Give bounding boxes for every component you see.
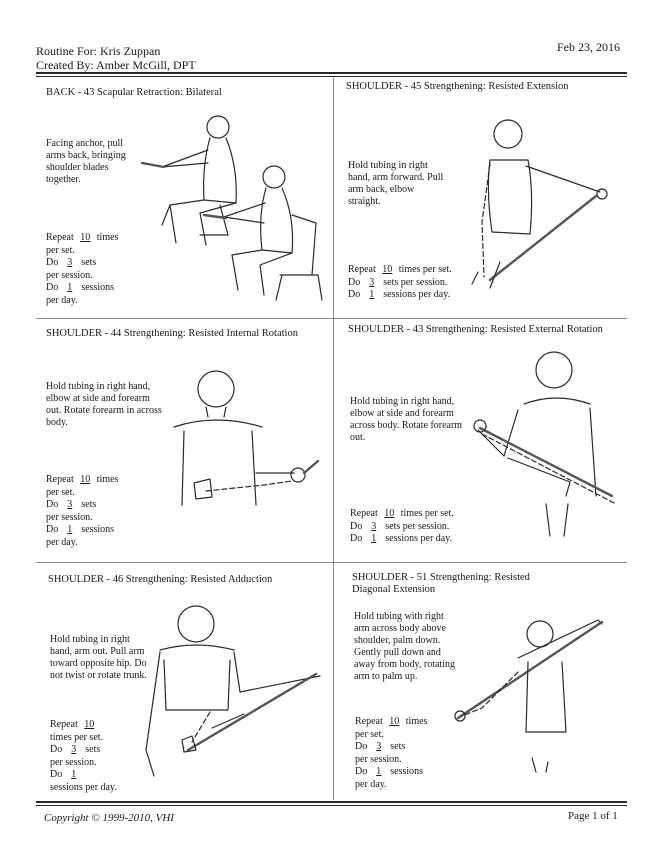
resisted-extension-illustration xyxy=(460,112,620,302)
exercise-instructions: Hold tubing in right hand, arm forward. Pull arm back, elbow straight. xyxy=(348,160,444,207)
diagonal-extension-illustration xyxy=(448,612,628,782)
repeat-count: 10 xyxy=(80,232,91,243)
repeat-count: 10 xyxy=(384,508,395,519)
exercise-instructions: Facing anchor, pull arms back, bringing shoulder blades together. xyxy=(46,138,126,185)
row-divider-2 xyxy=(36,562,627,563)
footer-rule-thin xyxy=(36,805,627,806)
exercise-title: SHOULDER - 46 Strengthening: Resisted Adduction xyxy=(48,574,273,585)
sessions-count: 1 xyxy=(376,766,382,777)
header-rule-thin xyxy=(36,76,627,77)
created-by-label: Created By: xyxy=(36,58,94,72)
exercise-title: BACK - 43 Scapular Retraction: Bilateral xyxy=(46,87,222,98)
sets-count: 3 xyxy=(371,520,377,532)
footer-rule-thick xyxy=(36,801,627,803)
creator-name: Amber McGill, DPT xyxy=(96,58,196,72)
routine-date: Feb 23, 2016 xyxy=(557,40,620,54)
exercise-instructions: Hold tubing with right arm across body above shoulder, palm down. Gently pull down and away from body, rotating arm to palm up. xyxy=(354,611,455,682)
repeat-count: 10 xyxy=(80,474,91,485)
exercise-dosage: Repeat 10 times per set. Do 3 sets per session. Do 1 sessions per day. xyxy=(348,264,452,300)
exercise-instructions: Hold tubing in right hand, elbow at side and forearm out. Rotate forearm in across body. xyxy=(46,381,162,428)
sets-count: 3 xyxy=(67,499,73,510)
exercise-dosage: Repeat 10 times per set. Do 3 sets per session. Do 1 sessions per day. xyxy=(50,719,117,793)
sessions-count: 1 xyxy=(67,282,73,293)
resisted-adduction-illustration xyxy=(140,600,325,800)
sessions-count: 1 xyxy=(369,289,375,300)
sessions-count: 1 xyxy=(371,533,377,544)
exercise-title: SHOULDER - 43 Strengthening: Resisted External Rotation xyxy=(348,324,603,335)
column-divider xyxy=(333,78,334,800)
patient-name: Kris Zuppan xyxy=(100,44,161,58)
repeat-count: 10 xyxy=(382,264,393,275)
copyright: Copyright © 1999-2010, VHI xyxy=(44,812,174,824)
sets-count: 3 xyxy=(376,741,382,752)
exercise-instructions: Hold tubing in right hand, elbow at side and forearm across body. Rotate forearm out. xyxy=(350,396,463,443)
exercise-title: SHOULDER - 44 Strengthening: Resisted Internal Rotation xyxy=(46,328,298,339)
routine-for-line xyxy=(36,44,160,58)
external-rotation-illustration xyxy=(468,346,628,541)
exercise-title: SHOULDER - 51 Strengthening: Resisted Diagonal Extension xyxy=(352,572,530,595)
exercise-title: SHOULDER - 45 Strengthening: Resisted Extension xyxy=(346,81,569,92)
sets-count: 3 xyxy=(67,257,73,268)
sessions-count: 1 xyxy=(67,524,73,535)
exercise-dosage: Repeat 10 times per set. Do 3 sets per session. Do 1 sessions per day. xyxy=(350,508,454,544)
exercise-dosage: Repeat 10 times per set. Do 3 sets per session. Do 1 sessions per day. xyxy=(46,232,119,306)
repeat-count: 10 xyxy=(84,719,95,730)
internal-rotation-illustration xyxy=(170,365,330,525)
repeat-count: 10 xyxy=(389,716,400,727)
seated-rowing-figures-illustration xyxy=(140,105,330,305)
sets-count: 3 xyxy=(71,744,77,755)
exercise-dosage: Repeat 10 times per set. Do 3 sets per session. Do 1 sessions per day. xyxy=(46,474,119,548)
sessions-count: 1 xyxy=(71,769,77,780)
header-rule-thick xyxy=(36,72,627,74)
row-divider-1 xyxy=(36,318,627,319)
page-number: Page 1 of 1 xyxy=(568,810,618,822)
exercise-instructions: Hold tubing in right hand, arm out. Pull arm toward opposite hip. Do not twist or rotate trunk. xyxy=(50,634,147,681)
exercise-dosage: Repeat 10 times per set. Do 3 sets per session. Do 1 sessions per day. xyxy=(355,716,428,790)
created-by-line xyxy=(36,58,196,72)
routine-for-label: Routine For: xyxy=(36,44,98,58)
sets-count: 3 xyxy=(369,276,375,288)
